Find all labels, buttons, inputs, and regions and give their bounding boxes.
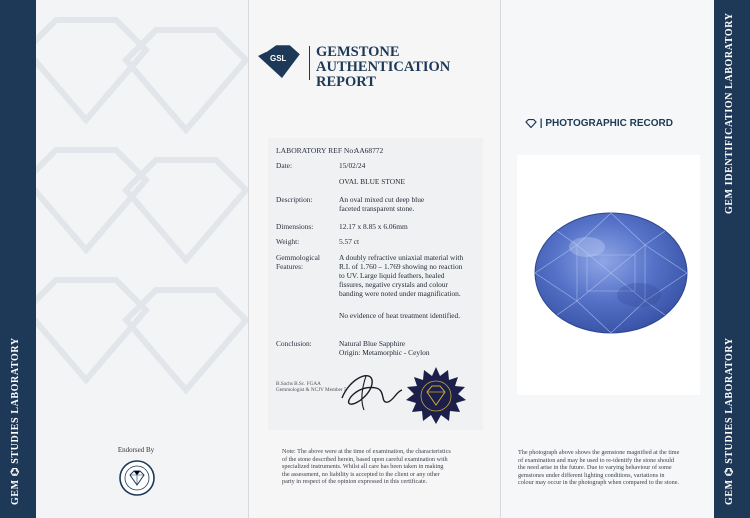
features-line: R.I. of 1.760 – 1.769 showing no reaction xyxy=(339,262,463,271)
signer-name: B.Sachs B.Sc. FGAA xyxy=(276,381,321,387)
dimensions-value: 12.17 x 8.85 x 6.06mm xyxy=(339,222,408,231)
signature-mark xyxy=(336,366,406,414)
header-divider xyxy=(309,46,310,80)
features-line: fissures, negative crystals and colour xyxy=(339,280,448,289)
dimensions-label: Dimensions: xyxy=(276,222,314,231)
disclaimer-note xyxy=(282,448,478,486)
features-line: banding were noted under magnification. xyxy=(339,289,461,298)
gsl-logo-text: GSL xyxy=(270,54,287,63)
left-band xyxy=(0,0,36,518)
gaa-seal-icon xyxy=(118,458,156,498)
report-title-line1: GEMSTONE AUTHENTICATION xyxy=(316,44,451,75)
conclusion-line1: Natural Blue Sapphire xyxy=(339,339,406,348)
report-title-line2: REPORT xyxy=(316,74,376,90)
description-line2: faceted transparent stone. xyxy=(339,204,415,213)
gemstone-photo-frame xyxy=(517,155,700,395)
photo-note-line: of examination and may be used to re-identify the stone should xyxy=(518,456,675,464)
conclusion-label: Conclusion: xyxy=(276,339,312,348)
date-value: 15/02/24 xyxy=(339,161,366,170)
features-line: A doubly refractive uniaxial material with xyxy=(339,253,464,262)
disclaimer-line: the assessment, no liability is accepted to the client or any other xyxy=(282,470,440,478)
starburst-seal-icon xyxy=(405,366,467,426)
heat-treatment-note: No evidence of heat treatment identified. xyxy=(339,311,461,320)
weight-value: 5.57 ct xyxy=(339,237,360,246)
gsl-logo-icon xyxy=(256,42,304,82)
ref-value: AA68772 xyxy=(354,146,384,155)
small-diamond-icon xyxy=(525,119,537,128)
sapphire-photo xyxy=(517,155,700,395)
date-label: Date: xyxy=(276,161,293,170)
ref-label: LABORATORY REF No: xyxy=(276,146,356,155)
photo-note-line: colour may occur in the photograph when compared to the stone. xyxy=(518,479,679,487)
features-label-line2: Features: xyxy=(276,262,304,271)
description-label: Description: xyxy=(276,195,313,204)
left-panel xyxy=(36,0,248,518)
disclaimer-line: Note: The above were at the time of examination, the characteristics xyxy=(282,448,451,455)
right-band-text-top: GEM IDENTIFICATION LABORATORY xyxy=(724,12,735,214)
report-title xyxy=(316,45,506,90)
photo-note-line: gemstones under different lighting conditions, variations in xyxy=(518,471,665,479)
right-band xyxy=(714,0,750,518)
photo-note-line: the need arise in the future. Due to varying behaviour of some xyxy=(518,464,672,472)
diamond-watermark xyxy=(36,0,248,420)
disclaimer-line: specialized instruments. Whilst all care has been taken in making xyxy=(282,463,444,471)
endorsed-by-label: Endorsed By xyxy=(117,446,155,454)
photo-note-line: The photograph above shows the gemstone magnified at the time xyxy=(518,449,680,456)
left-band-text: GEM ⌬ STUDIES LABORATORY xyxy=(10,337,21,505)
features-line: to UV. Large liquid feathers, healed xyxy=(339,271,445,280)
signer-title: Gemmologist & NCJV Member 5 xyxy=(276,387,347,394)
description-line1: An oval mixed cut deep blue xyxy=(339,195,425,204)
stone-title: OVAL BLUE STONE xyxy=(339,177,405,186)
photographic-record-heading xyxy=(525,118,673,129)
weight-label: Weight: xyxy=(276,237,300,246)
conclusion-line2: Origin: Metamorphic - Ceylon xyxy=(339,348,430,357)
photo-note xyxy=(518,449,706,487)
disclaimer-line: of the stone described herein, based upon careful examination with xyxy=(282,455,448,463)
right-band-text-bottom: GEM ⌬ STUDIES LABORATORY xyxy=(724,337,735,505)
photographic-record-title: | PHOTOGRAPHIC RECORD xyxy=(539,118,673,129)
disclaimer-line: party in respect of the opinion expressed in this certificate. xyxy=(282,478,428,486)
features-label-line1: Gemmological xyxy=(276,253,320,262)
